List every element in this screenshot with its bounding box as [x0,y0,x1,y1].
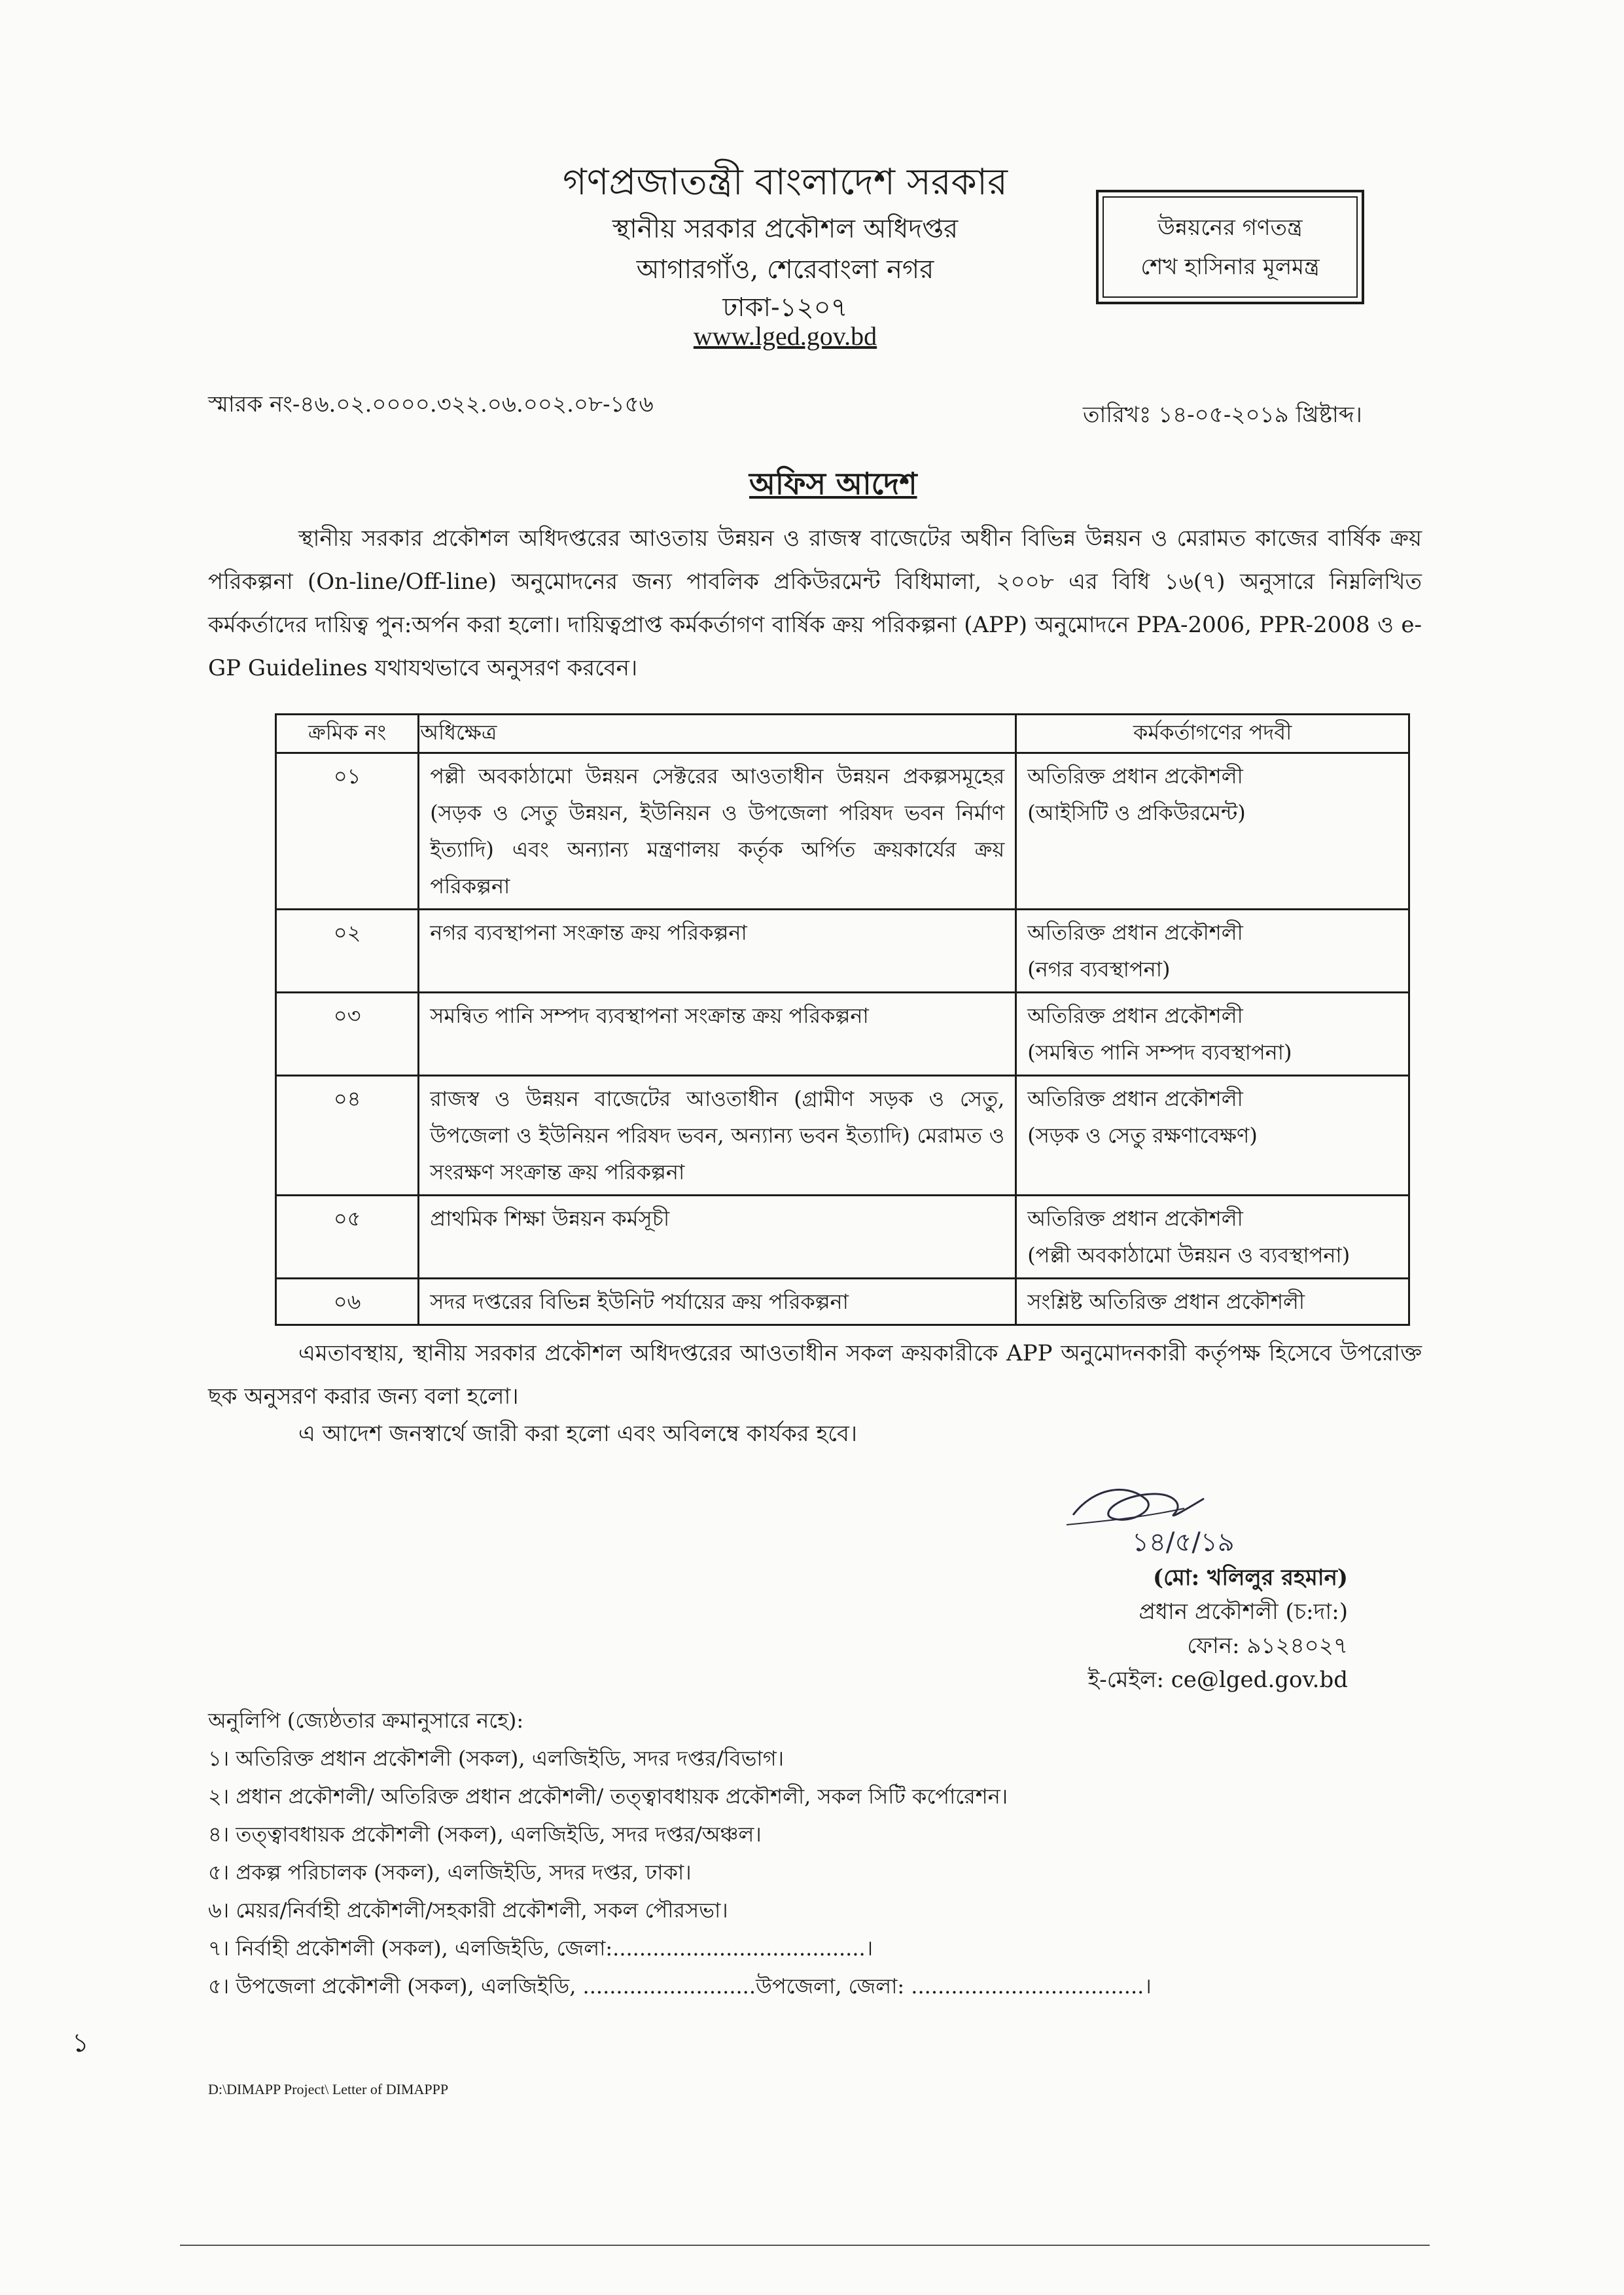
row-serial: ০৩ [276,993,419,1076]
designation-title: সংশ্লিষ্ট অতিরিক্ত প্রধান প্রকৌশলী [1027,1289,1305,1314]
row-scope: রাজস্ব ও উন্নয়ন বাজেটের আওতাধীন (গ্রামীণ সড়ক ও সেতু, উপজেলা ও ইউনিয়ন পরিষদ ভবন, অন্যান্য ভবন ইত্যাদি) মেরামত ও সংরক্ষণ সংক্রান্ত ক্রয় পরিকল্পনা [419,1076,1016,1196]
row-designation [1016,753,1409,910]
issue-date: তারিখঃ ১৪-০৫-২০১৯ খ্রিষ্টাব্দ। [1083,402,1362,428]
table-row [276,993,1409,1076]
list-item: ৫। উপজেলা প্রকৌশলী (সকল), এলজিইডি, ..........................উপজেলা, জেলা: ...................................। [208,1974,1152,1999]
bottom-divider [180,2245,1430,2246]
city-line: ঢাকা-১২০৭ [722,293,848,323]
table-row [276,753,1409,910]
govt-title: গণপ্রজাতন্ত্রী বাংলাদেশ সরকার [563,161,1008,204]
signatory-phone: ফোন: ৯১২৪০২৭ [1187,1633,1348,1659]
list-item: ৫। প্রকল্প পরিচালক (সকল), এলজিইডি, সদর দপ্তর, ঢাকা। [208,1860,692,1885]
list-item: ৪। তত্ত্বাবধায়ক প্রকৌশলী (সকল), এলজিইডি, সদর দপ্তর/অঞ্চল। [208,1822,762,1847]
row-designation [1016,1076,1409,1196]
header-serial: ক্রমিক নং [276,715,419,753]
row-serial: ০২ [276,910,419,993]
row-scope: সদর দপ্তরের বিভিন্ন ইউনিট পর্যায়ের ক্রয় পরিকল্পনা [419,1279,1016,1325]
row-serial: ০৫ [276,1196,419,1279]
row-designation [1016,1196,1409,1279]
header-designation: কর্মকর্তাগণের পদবী [1016,715,1409,753]
table-row [276,1076,1409,1196]
row-serial: ০১ [276,753,419,910]
row-scope: প্রাথমিক শিক্ষা উন্নয়ন কর্মসূচী [419,1196,1016,1279]
signature-date: ১৪/৫/১৯ [1132,1527,1235,1557]
designation-title: অতিরিক্ত প্রধান প্রকৌশলী [1027,1206,1243,1231]
signatory-name: (মো: খলিলুর রহমান) [1153,1565,1348,1591]
signatory-designation: প্রধান প্রকৌশলী (চ:দা:) [1139,1599,1348,1625]
footer-file-path: D:\DIMAPP Project\ Letter of DIMAPPP [208,2081,449,2097]
designation-title: অতিরিক্ত প্রধান প্রকৌশলী [1027,1086,1243,1111]
designation-title: অতিরিক্ত প্রধান প্রকৌশলী [1027,1003,1243,1028]
copy-to-list [208,1701,1152,2005]
list-item: ৬। মেয়র/নির্বাহী প্রকৌশলী/সহকারী প্রকৌশলী, সকল পৌরসভা। [208,1898,728,1923]
table-row [276,1196,1409,1279]
closing-line: এ আদেশ জনস্বার্থে জারী করা হলো এবং অবিলম্বে কার্যকর হবে। [298,1421,858,1447]
row-scope: পল্লী অবকাঠামো উন্নয়ন সেক্টরের আওতাধীন উন্নয়ন প্রকল্পসমূহের (সড়ক ও সেতু উন্নয়ন, ইউনিয়ন ও উপজেলা পরিষদ ভবন নির্মাণ ইত্যাদি) এবং অন্যান্য মন্ত্রণালয় কর্তৃক অর্পিত ক্রয়কার্যের ক্রয় পরিকল্পনা [419,753,1016,910]
designation-sub: (নগর ব্যবস্থাপনা) [1027,957,1171,982]
body-paragraph: স্থানীয় সরকার প্রকৌশল অধিদপ্তরের আওতায় উন্নয়ন ও রাজস্ব বাজেটের অধীন বিভিন্ন উন্নয়ন ও মেরামত কাজের বার্ষিক ক্রয় পরিকল্পনা (On-line/Off-line) অনুমোদনের জন্য পাবলিক প্রকিউরমেন্ট বিধিমালা, ২০০৮ এর বিধি ১৬(৭) অনুসারে নিম্নলিখিত কর্মকর্তাদের দায়িত্ব পুন:অর্পন করা হলো। দায়িত্বপ্রাপ্ত কর্মকর্তাগণ বার্ষিক ক্রয় পরিকল্পনা (APP) অনুমোদনে PPA-2006, PPR-2008 ও e-GP Guidelines যথাযথভাবে অনুসরণ করবেন। [208,525,1422,681]
closing-paragraph: এমতাবস্থায়, স্থানীয় সরকার প্রকৌশল অধিদপ্তরের আওতাধীন সকল ক্রয়কারীকে APP অনুমোদনকারী কর্তৃপক্ষ হিসেবে উপরোক্ত ছক অনুসরণ করার জন্য বলা হলো। [208,1340,1422,1410]
delegation-table [275,713,1410,1326]
designation-sub: (পল্লী অবকাঠামো উন্নয়ন ও ব্যবস্থাপনা) [1027,1243,1350,1268]
order-title: অফিস আদেশ [749,466,917,501]
table-row [276,1279,1409,1325]
motto-line-2: শেখ হাসিনার মূলমন্ত্র [1140,253,1320,280]
row-scope: সমন্বিত পানি সম্পদ ব্যবস্থাপনা সংক্রান্ত ক্রয় পরিকল্পনা [419,993,1016,1076]
row-serial: ০৬ [276,1279,419,1325]
designation-title: অতিরিক্ত প্রধান প্রকৌশলী [1027,764,1243,789]
row-designation [1016,910,1409,993]
memo-number: স্মারক নং-৪৬.০২.০০০০.৩২২.০৬.০০২.০৮-১৫৬ [208,391,654,418]
designation-title: অতিরিক্ত প্রধান প্রকৌশলী [1027,920,1243,945]
signature-block [955,1561,1348,1697]
margin-number: ১ [72,2028,89,2058]
table-row [276,910,1409,993]
table-header-row [276,715,1409,753]
website-link[interactable]: www.lged.gov.bd [693,321,877,351]
header-scope: অধিক্ষেত্র [419,715,1016,753]
designation-sub: (সমন্বিত পানি সম্পদ ব্যবস্থাপনা) [1027,1040,1292,1065]
motto-box [1096,190,1364,304]
designation-sub: (আইসিটি ও প্রকিউরমেন্ট) [1027,800,1246,825]
copy-to-heading: অনুলিপি (জ্যেষ্ঠতার ক্রমানুসারে নহে): [208,1708,524,1733]
row-designation [1016,1279,1409,1325]
row-serial: ০৪ [276,1076,419,1196]
handwritten-signature [1053,1463,1315,1567]
list-item: ১। অতিরিক্ত প্রধান প্রকৌশলী (সকল), এলজিইডি, সদর দপ্তর/বিভাগ। [208,1746,785,1771]
dept-name: স্থানীয় সরকার প্রকৌশল অধিদপ্তর [612,214,959,244]
list-item: ৭। নির্বাহী প্রকৌশলী (সকল), এলজিইডি, জেলা:......................................। [208,1936,874,1961]
address-line: আগারগাঁও, শেরেবাংলা নগর [636,255,934,285]
row-scope: নগর ব্যবস্থাপনা সংক্রান্ত ক্রয় পরিকল্পনা [419,910,1016,993]
motto-line-1: উন্নয়নের গণতন্ত্র [1157,214,1303,241]
signatory-email[interactable]: ই-মেইল: ce@lged.gov.bd [1087,1667,1348,1693]
list-item: ২। প্রধান প্রকৌশলী/ অতিরিক্ত প্রধান প্রকৌশলী/ তত্ত্বাবধায়ক প্রকৌশলী, সকল সিটি কর্পোরেশন। [208,1784,1008,1809]
designation-sub: (সড়ক ও সেতু রক্ষণাবেক্ষণ) [1027,1123,1258,1148]
row-designation [1016,993,1409,1076]
